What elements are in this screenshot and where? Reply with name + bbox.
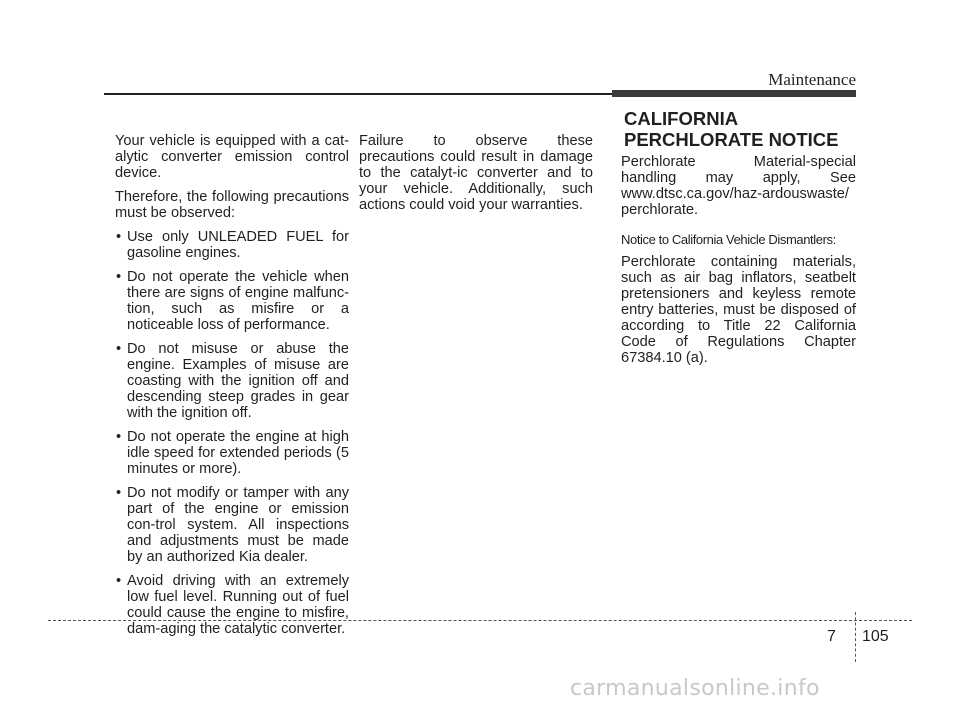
perchlorate-paragraph: Perchlorate Material-special handling may apply, See www.dtsc.ca.gov/haz-ardouswaste/ perchlorate. bbox=[621, 154, 856, 218]
heading-line-1: CALIFORNIA bbox=[624, 108, 739, 129]
bullet-icon: • bbox=[116, 485, 122, 501]
dismantlers-paragraph: Perchlorate containing materials, such as air bag inflators, seatbelt pretensioners and keyless remote entry batteries, must be disposed of according to Title 22 California Code of Regulations Chapter 67384.10 (a). bbox=[621, 254, 856, 366]
footer-divider bbox=[48, 620, 912, 621]
bullet-icon: • bbox=[116, 429, 122, 445]
list-item-text: Do not modify or tamper with any part of the engine or emission con-trol system. All inspections and adjustments must be made by an authorized Kia dealer. bbox=[127, 485, 349, 565]
bullet-icon: • bbox=[116, 229, 122, 245]
list-item bbox=[115, 429, 349, 477]
chapter-number: 7 bbox=[827, 628, 836, 645]
footer-page-separator bbox=[855, 612, 856, 662]
warranty-warning-paragraph: Failure to observe these precautions could result in damage to the catalyt-ic converter and to your vehicle. Additionally, such actions could void your warranties. bbox=[359, 133, 593, 213]
section-title: Maintenance bbox=[768, 70, 856, 89]
list-item bbox=[115, 269, 349, 333]
list-item-text: Do not operate the vehicle when there are signs of engine malfunc-tion, such as misfire or a noticeable loss of performance. bbox=[127, 269, 349, 333]
list-item-text: Avoid driving with an extremely low fuel level. Running out of fuel could cause the engine to misfire, dam-aging the catalytic converter. bbox=[127, 573, 349, 637]
bullet-icon: • bbox=[116, 341, 122, 357]
page-number: 105 bbox=[862, 628, 889, 645]
bullet-icon: • bbox=[116, 269, 122, 285]
column-2 bbox=[359, 133, 593, 221]
list-item bbox=[115, 573, 349, 637]
header-accent-bar bbox=[612, 90, 856, 97]
list-item bbox=[115, 341, 349, 421]
perchlorate-heading bbox=[624, 108, 864, 150]
bullet-icon: • bbox=[116, 573, 122, 589]
column-1 bbox=[115, 133, 349, 645]
list-item bbox=[115, 229, 349, 261]
precautions-intro: Therefore, the following precautions must be observed: bbox=[115, 189, 349, 221]
heading-line-2: PERCHLORATE NOTICE bbox=[624, 129, 839, 150]
precaution-list bbox=[115, 229, 349, 637]
watermark: carmanualsonline.info bbox=[570, 676, 820, 701]
column-3 bbox=[621, 154, 856, 374]
list-item-text: Do not operate the engine at high idle speed for extended periods (5 minutes or more). bbox=[127, 429, 349, 477]
list-item-text: Use only UNLEADED FUEL for gasoline engines. bbox=[127, 229, 349, 261]
intro-paragraph: Your vehicle is equipped with a cat-alytic converter emission control device. bbox=[115, 133, 349, 181]
dismantlers-subheading: Notice to California Vehicle Dismantlers: bbox=[621, 232, 836, 247]
list-item bbox=[115, 485, 349, 565]
list-item-text: Do not misuse or abuse the engine. Examples of misuse are coasting with the ignition off and descending steep grades in gear with the ignition off. bbox=[127, 341, 349, 421]
